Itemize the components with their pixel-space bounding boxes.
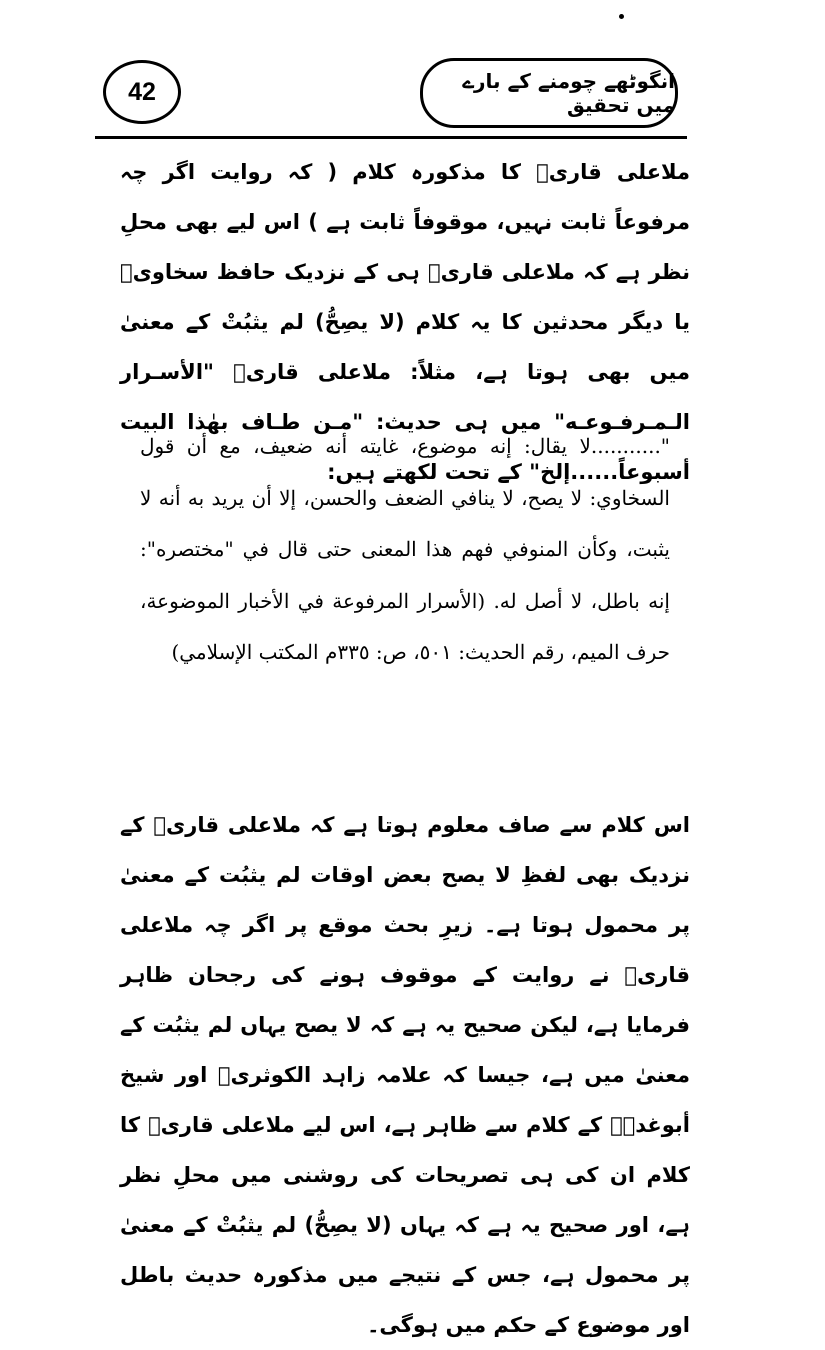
intro-paragraph: ملاعلی قاریؒ کا مذکورہ کلام ( کہ روایت اگر چہ مرفوعاً ثابت نہیں، موقوفاً ثابت ہے ) اس لیے بھی محلِ نظر ہے کہ ملاعلی قاریؒ ہی کے نزدیک حافظ سخاویؒ یا دیگر محدثین کا یہ کلام (لا یصِحُّ) لم یثبُتْ کے معنیٰ میں بھی ہوتا ہے، مثلاً: ملاعلی قاریؒ "الأسـرار الـمـرفـوعـه" میں ہی حدیث: "مـن طـاف بهٰذا البيت أسبوعاً......إلخ" کے تحت لکھتے ہیں: [120, 160, 690, 484]
conclusion-paragraph: اس کلام سے صاف معلوم ہوتا ہے کہ ملاعلی قاریؒ کے نزدیک بھی لفظِ لا یصح بعض اوقات لم یثبُت کے معنیٰ پر محمول ہوتا ہے۔ زیرِ بحث موقع پر اگر چہ ملاعلی قاریؒ نے روایت کے موقوف ہونے کی رجحان ظاہر فرمایا ہے، لیکن صحیح یہ ہے کہ لا یصح یہاں لم یثبُت کے معنیٰ میں ہے، جیسا کہ علامہ زاہد الکوثریؒ اور شیخ أبوغدہؒ کے کلام سے ظاہر ہے، اس لیے ملاعلی قاریؒ کا کلام ان کی ہی تصریحات کی روشنی میں محلِ نظر ہے، اور صحیح یہ ہے کہ یہاں (لا یصِحُّ) لم یثبُتْ کے معنیٰ پر محمول ہے، جس کے نتیجے میں مذکورہ حدیث باطل اور موضوع کے حکم میں ہوگی۔ [120, 813, 690, 1337]
running-title: انگوٹھے چومنے کے بارے میں تحقیق [462, 69, 675, 117]
header-divider [95, 136, 687, 139]
page-number: 42 [128, 77, 156, 106]
print-speck [619, 14, 624, 19]
arabic-quotation: "...........لا يقال: إنه موضوع، غايته أنه ضعيف، مع أن قول السخاوي: لا يصح، لا ينافي الضعف والحسن، إلا أن يريد به أنه لا يثبت، وكأن المنوفي فهم هذا المعنى حتى قال في "مختصره": إنه باطل، لا أصل له. (الأسرار المرفوعة في الأخبار الموضوعة، حرف الميم، رقم الحديث: ٥٠١، ص: ٣٣٥م المكتب الإسلامي) [140, 434, 670, 664]
page-number-badge [103, 60, 181, 124]
running-title-box [420, 58, 678, 128]
